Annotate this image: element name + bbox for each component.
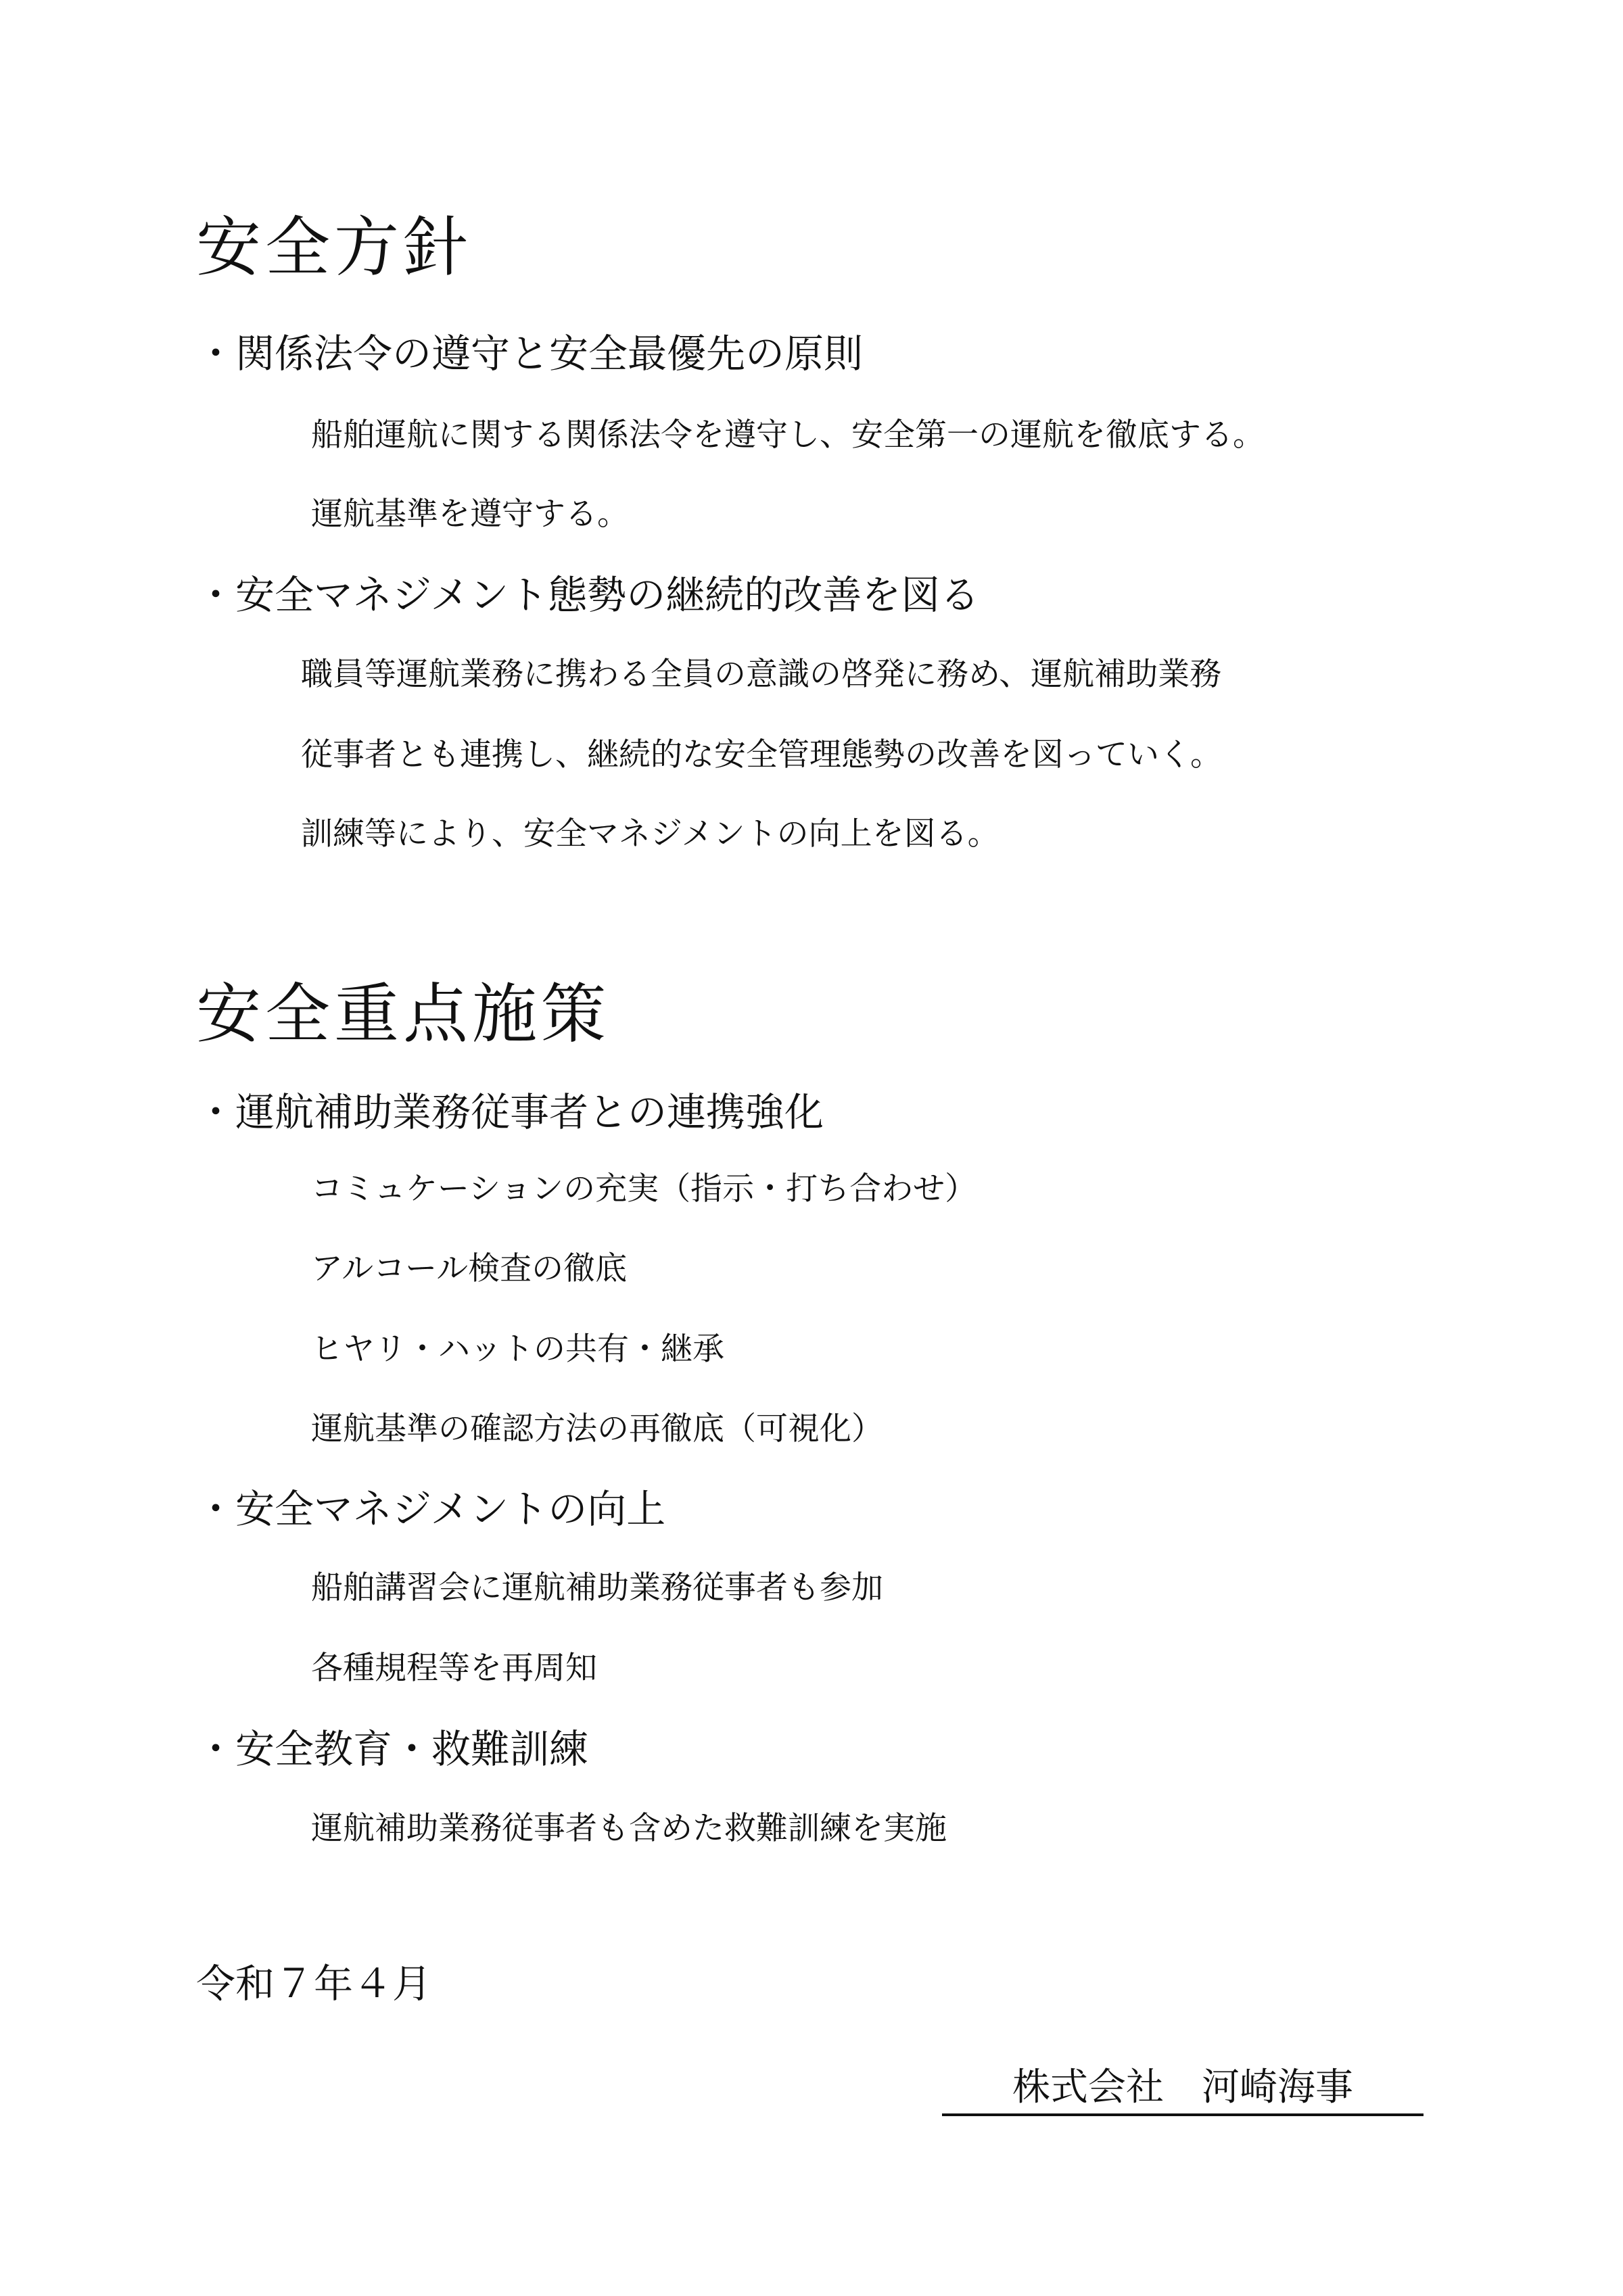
issue-date: 令和７年４月	[196, 1961, 432, 2007]
policy-section-title: ・関係法令の遵守と安全最優先の原則	[196, 331, 864, 377]
measures-line: コミュケーションの充実（指示・打ち合わせ）	[311, 1170, 977, 1207]
policy-line: 船舶運航に関する関係法令を遵守し、安全第一の運航を徹底する。	[311, 416, 1265, 454]
measures-line: 運航基準の確認方法の再徹底（可視化）	[311, 1410, 883, 1448]
measures-section-title: ・安全マネジメントの向上	[196, 1486, 666, 1532]
policy-line: 訓練等により、安全マネジメントの向上を図る。	[301, 815, 999, 853]
policy-heading: 安全方針	[196, 210, 472, 285]
measures-line: 各種規程等を再周知	[311, 1650, 597, 1687]
measures-section-title: ・安全教育・救難訓練	[196, 1726, 589, 1772]
policy-line: 運航基準を遵守する。	[311, 496, 629, 533]
measures-section-title: ・運航補助業務従事者との連携強化	[196, 1089, 824, 1135]
measures-heading: 安全重点施策	[196, 976, 610, 1052]
policy-section-title: ・安全マネジメント態勢の継続的改善を図る	[196, 572, 980, 618]
measures-line: 運航補助業務従事者も含めた救難訓練を実施	[311, 1810, 947, 1847]
measures-line: アルコール検査の徹底	[311, 1250, 628, 1287]
measures-line: 船舶講習会に運航補助業務従事者も参加	[311, 1569, 883, 1606]
company-signature: 株式会社 河崎海事	[942, 2069, 1424, 2116]
measures-line: ヒヤリ・ハットの共有・継承	[311, 1331, 724, 1368]
policy-line: 職員等運航業務に携わる全員の意識の啓発に務め、運航補助業務	[301, 656, 1222, 693]
policy-line: 従事者とも連携し、継続的な安全管理態勢の改善を図っていく。	[301, 736, 1223, 773]
